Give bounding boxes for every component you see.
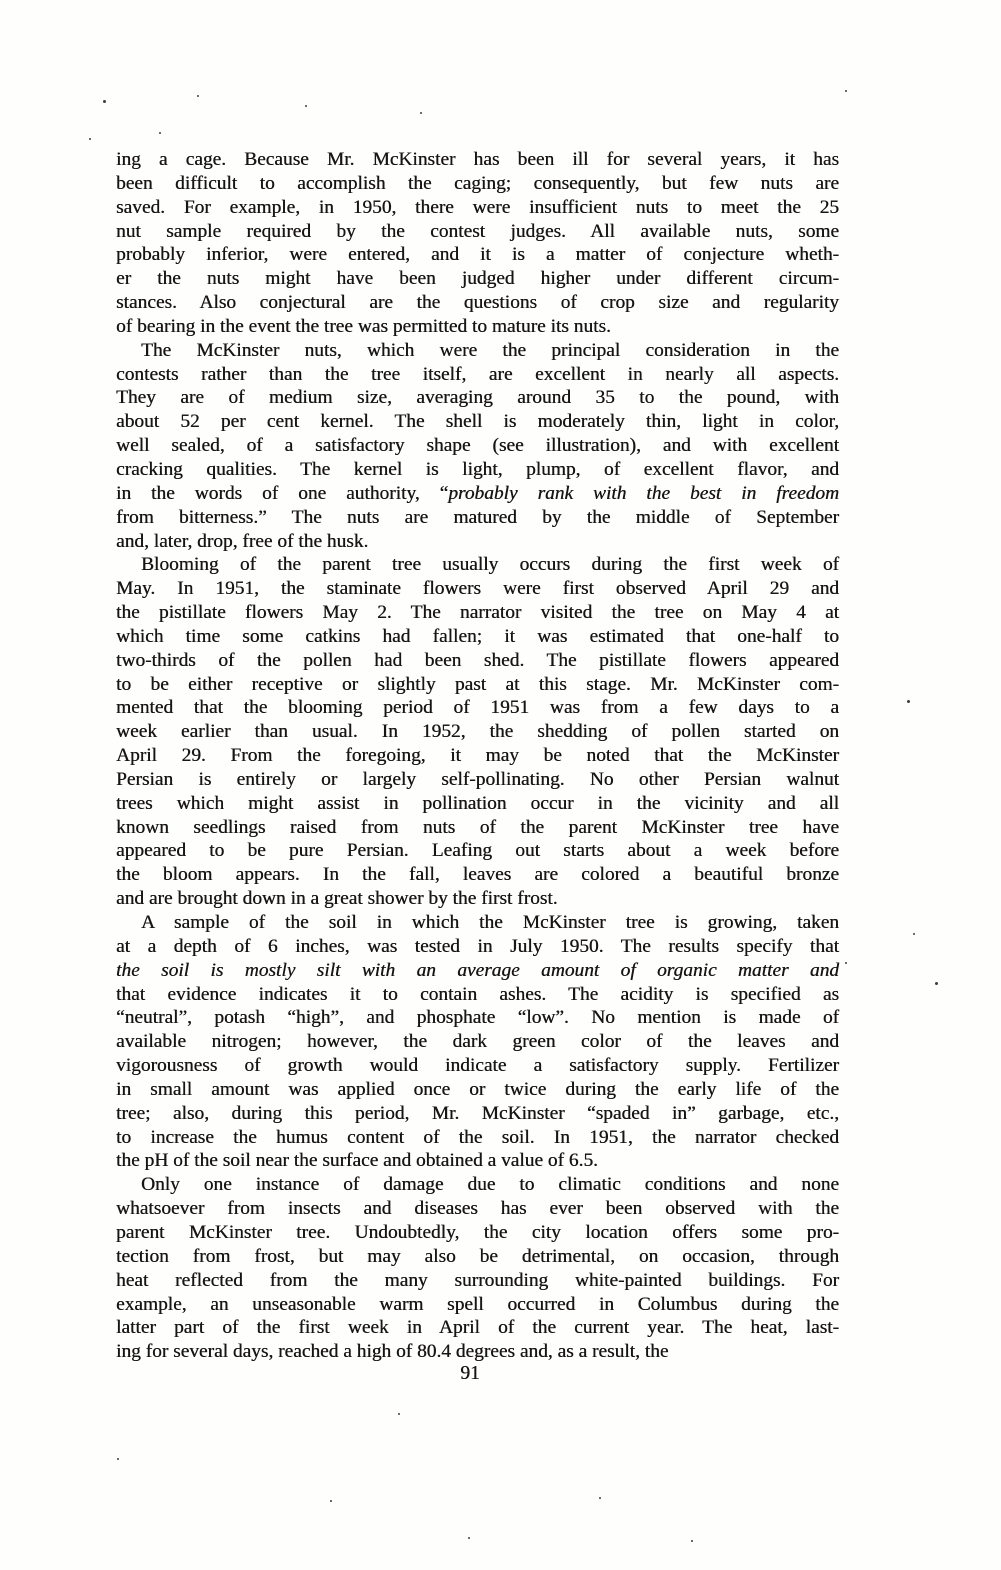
text-line: nut sample required by the contest judges. All available nuts, some <box>116 220 839 242</box>
text-line: in the words of one authority, “probably rank with the best in freedom <box>116 482 839 504</box>
text-line: saved. For example, in 1950, there were insufficient nuts to meet the 25 <box>116 196 839 218</box>
scan-speck <box>305 105 307 107</box>
text-line: parent McKinster tree. Undoubtedly, the city location offers some pro- <box>116 1221 839 1243</box>
text-line: heat reflected from the many surrounding white-painted buildings. For <box>116 1269 839 1291</box>
scan-speck <box>117 1458 119 1460</box>
text-line: about 52 per cent kernel. The shell is moderately thin, light in color, <box>116 411 839 433</box>
text-line: from bitterness.” The nuts are matured by the middle of September <box>116 506 839 528</box>
text-line: whatsoever from insects and diseases has ever been observed with the <box>116 1198 839 1220</box>
text-line: tree; also, during this period, Mr. McKinster “spaded in” garbage, etc., <box>116 1102 839 1124</box>
text-line: the bloom appears. In the fall, leaves are colored a beautiful bronze <box>116 864 839 886</box>
text-line: probably inferior, were entered, and it is a matter of conjecture wheth- <box>116 244 839 266</box>
text-line: A sample of the soil in which the McKinster tree is growing, taken <box>141 912 839 933</box>
text-line: week earlier than usual. In 1952, the shedding of pollen started on <box>116 721 839 743</box>
text-line: April 29. From the foregoing, it may be noted that the McKinster <box>116 745 839 767</box>
text-line: Persian is entirely or largely self-pollinating. No other Persian walnut <box>116 768 839 790</box>
text-line: trees which might assist in pollination occur in the vicinity and all <box>116 792 839 814</box>
scan-speck <box>691 1540 693 1542</box>
body-text <box>116 148 839 1364</box>
text-line: well sealed, of a satisfactory shape (see illustration), and with excellent <box>116 435 839 457</box>
scan-speck <box>913 933 915 935</box>
paragraph <box>116 553 839 911</box>
scan-speck <box>845 962 847 964</box>
text-line: known seedlings raised from nuts of the parent McKinster tree have <box>116 816 839 838</box>
paragraph <box>116 911 839 1173</box>
text-line: the soil is mostly silt with an average amount of organic matter and <box>116 959 839 981</box>
text-line: mented that the blooming period of 1951 was from a few days to a <box>116 697 839 719</box>
text-line: to be either receptive or slightly past at this stage. Mr. McKinster com- <box>116 673 839 695</box>
scan-speck <box>330 1500 332 1502</box>
scan-speck <box>935 982 938 985</box>
scan-speck <box>197 95 199 97</box>
scan-speck <box>845 90 847 92</box>
text-line: example, an unseasonable warm spell occurred in Columbus during the <box>116 1293 839 1315</box>
text-line: the pistillate flowers May 2. The narrator visited the tree on May 4 at <box>116 602 839 624</box>
text-line: The McKinster nuts, which were the principal consideration in the <box>141 339 839 361</box>
text-line: “neutral”, potash “high”, and phosphate “low”. No mention is made of <box>116 1007 839 1029</box>
scan-speck <box>468 1537 470 1539</box>
text-line: May. In 1951, the staminate flowers were first observed April 29 and <box>116 578 839 600</box>
text-line: contests rather than the tree itself, are excellent in nearly all aspects. <box>116 363 839 385</box>
paragraph <box>116 1173 839 1364</box>
text-line: the pH of the soil near the surface and obtained a value of 6.5. <box>116 1150 598 1172</box>
text-line: in small amount was applied once or twice during the early life of the <box>116 1078 839 1100</box>
scan-speck <box>398 1413 400 1415</box>
text-line: which time some catkins had fallen; it was estimated that one-half to <box>116 625 839 647</box>
text-line: and are brought down in a great shower by the first frost. <box>116 888 558 910</box>
text-line: tection from frost, but may also be detrimental, on occasion, through <box>116 1245 839 1267</box>
text-line: ing for several days, reached a high of 80.4 degrees and, as a result, the <box>116 1341 669 1363</box>
text-line: latter part of the first week in April of the current year. The heat, last- <box>116 1317 839 1339</box>
text-line: Blooming of the parent tree usually occurs during the first week of <box>141 554 839 576</box>
text-line: Only one instance of damage due to climatic conditions and none <box>141 1174 839 1196</box>
text-line: that evidence indicates it to contain ashes. The acidity is specified as <box>116 983 839 1005</box>
text-line: appeared to be pure Persian. Leafing out starts about a week before <box>116 840 839 862</box>
paragraph <box>116 148 839 339</box>
page-number: 91 <box>460 1363 480 1384</box>
scan-speck <box>907 700 910 703</box>
text-line: at a depth of 6 inches, was tested in July 1950. The results specify that <box>116 935 839 957</box>
scan-speck <box>103 100 106 103</box>
text-line: er the nuts might have been judged higher under different circum- <box>116 268 839 290</box>
text-line: of bearing in the event the tree was permitted to mature its nuts. <box>116 315 611 337</box>
text-line: ing a cage. Because Mr. McKinster has been ill for several years, it has <box>116 149 839 170</box>
scan-speck <box>420 112 422 114</box>
text-line: vigorousness of growth would indicate a satisfactory supply. Fertilizer <box>116 1055 839 1077</box>
scan-speck <box>599 1497 601 1499</box>
text-line: stances. Also conjectural are the questions of crop size and regularity <box>116 292 839 314</box>
text-line: been difficult to accomplish the caging; consequently, but few nuts are <box>116 172 839 194</box>
text-line: cracking qualities. The kernel is light, plump, of excellent flavor, and <box>116 458 839 480</box>
text-line: two-thirds of the pollen had been shed. The pistillate flowers appeared <box>116 649 839 671</box>
text-line: available nitrogen; however, the dark green color of the leaves and <box>116 1031 839 1053</box>
text-line: They are of medium size, averaging around 35 to the pound, with <box>116 387 839 409</box>
text-line: to increase the humus content of the soil. In 1951, the narrator checked <box>116 1126 839 1148</box>
text-line: and, later, drop, free of the husk. <box>116 530 369 552</box>
scan-speck <box>159 132 161 134</box>
paragraph <box>116 339 839 554</box>
scan-speck <box>89 138 91 140</box>
